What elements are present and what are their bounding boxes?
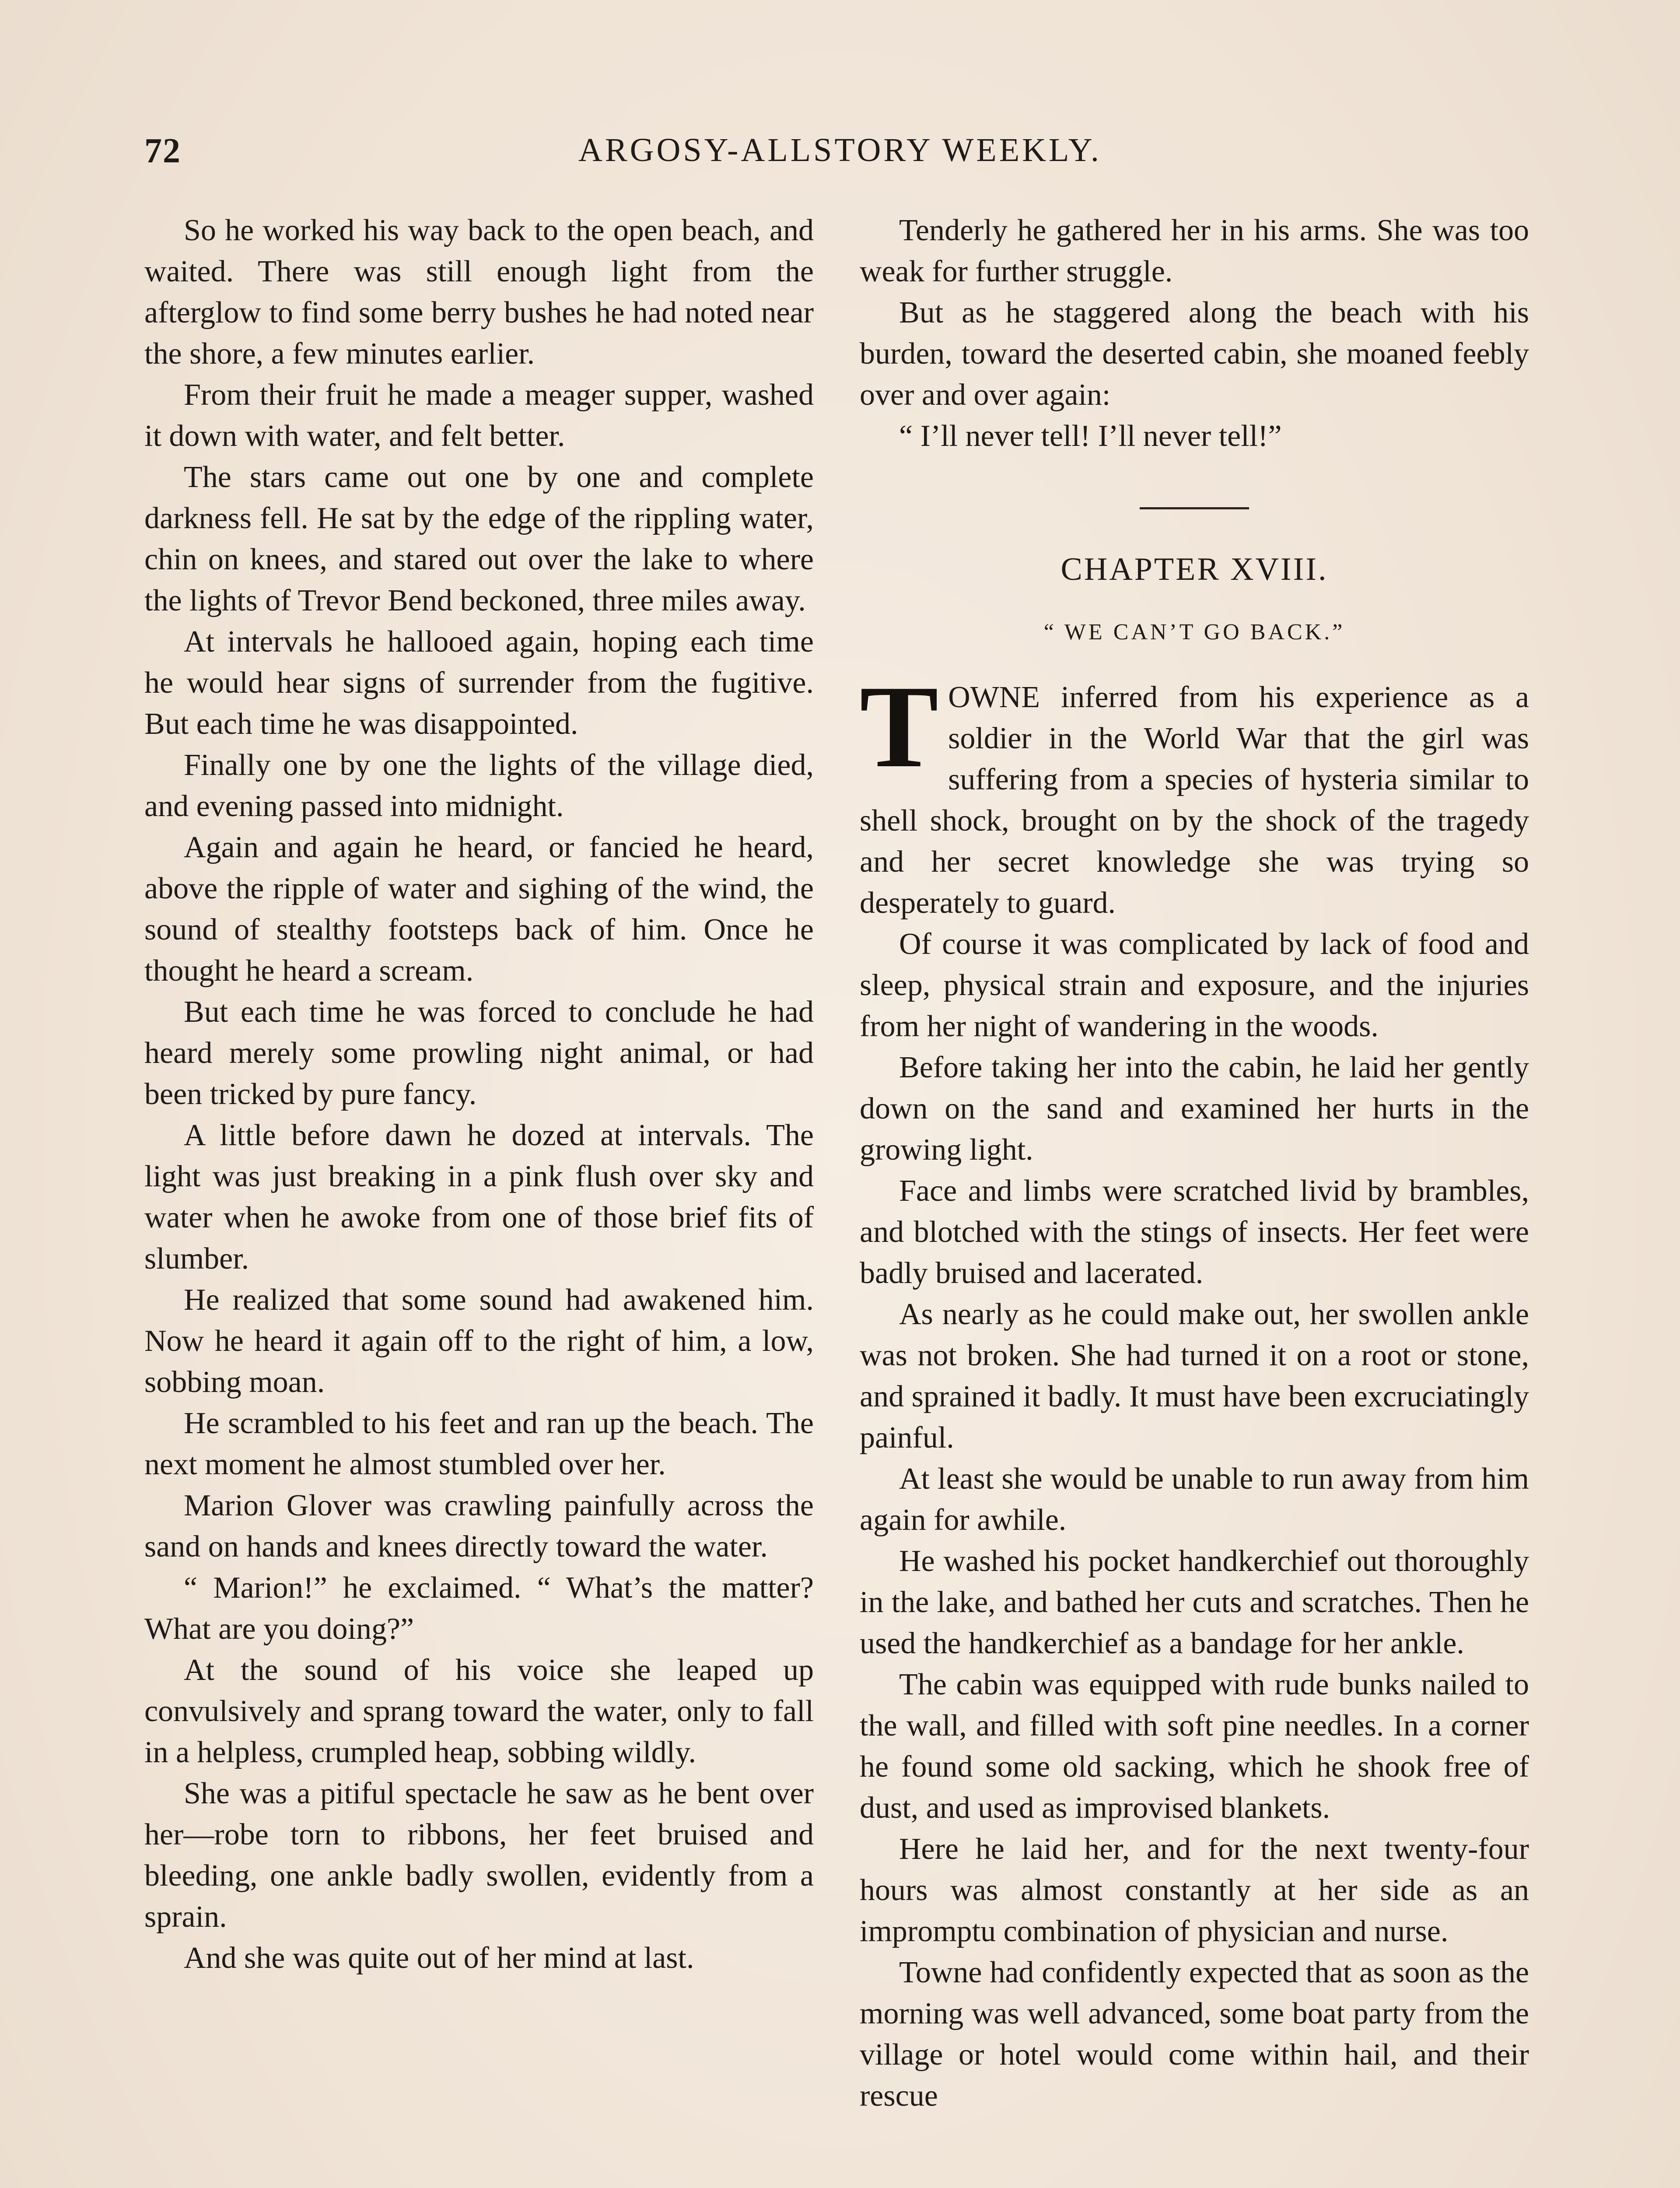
- paragraph: So he worked his way back to the open beach, and waited. There was still enough light from the afterglow to find some berry bushes he had noted near the shore, a few minutes earlier.: [144, 214, 814, 371]
- opening-text: OWNE inferred from his experience as a soldier in the World War that the girl was suffering from a species of hysteria similar to shell shock, brought on by the shock of the tragedy and her secret knowledge she was trying so desperately to guard.: [860, 680, 1529, 920]
- paragraph: The cabin was equipped with rude bunks nailed to the wall, and filled with soft pine needles. In a corner he found some old sacking, which he shook free of dust, and used as improvised blankets.: [860, 1668, 1529, 1825]
- paragraph: Tenderly he gathered her in his arms. She was too weak for further struggle.: [860, 214, 1529, 288]
- paragraph: A little before dawn he dozed at intervals. The light was just breaking in a pink flush over sky and water when he awoke from one of those brief fits of slumber.: [144, 1119, 814, 1276]
- paragraph: Finally one by one the lights of the village died, and evening passed into midnight.: [144, 748, 814, 823]
- paragraph: At intervals he hallooed again, hoping each time he would hear signs of surrender from the fugitive. But each time he was disappointed.: [144, 625, 814, 741]
- paragraph: Of course it was complicated by lack of food and sleep, physical strain and exposure, and the injuries from her night of wandering in the woods.: [860, 927, 1529, 1043]
- running-title: ARGOSY-ALLSTORY WEEKLY.: [578, 132, 1102, 168]
- paragraph: But as he staggered along the beach with his burden, toward the deserted cabin, she moaned feebly over and over again:: [860, 296, 1529, 412]
- paragraph: Towne had confidently expected that as soon as the morning was well advanced, some boat party from the village or hotel would come within hail, and their rescue: [860, 1956, 1529, 2113]
- chapter-opening-paragraph: [860, 661, 1529, 924]
- left-column: [144, 210, 814, 1979]
- paragraph: He washed his pocket handkerchief out thoroughly in the lake, and bathed her cuts and scratches. Then he used the handkerchief as a bandage for her ankle.: [860, 1544, 1529, 1660]
- page-header: [144, 131, 1536, 179]
- paragraph: “ I’ll never tell! I’ll never tell!”: [899, 419, 1282, 453]
- drop-cap: T: [860, 661, 939, 792]
- paragraph: Before taking her into the cabin, he laid her gently down on the sand and examined her hurts in the growing light.: [860, 1051, 1529, 1167]
- paragraph: At least she would be unable to run away from him again for awhile.: [860, 1462, 1529, 1537]
- right-column: [860, 210, 1529, 2117]
- paragraph: He scrambled to his feet and ran up the beach. The next moment he almost stumbled over her.: [144, 1406, 814, 1481]
- paragraph: The stars came out one by one and complete darkness fell. He sat by the edge of the rippling water, chin on knees, and stared out over the lake to where the lights of Trevor Bend beckoned, three miles away.: [144, 460, 814, 617]
- paragraph: Face and limbs were scratched livid by brambles, and blotched with the stings of insects. Her feet were badly bruised and lacerated.: [860, 1174, 1529, 1290]
- chapter-subtitle: “ WE CAN’T GO BACK.”: [1043, 620, 1345, 645]
- paragraph: Again and again he heard, or fancied he heard, above the ripple of water and sighing of the wind, the sound of stealthy footsteps back of him. Once he thought he heard a scream.: [144, 831, 814, 988]
- paragraph: She was a pitiful spectacle he saw as he bent over her—robe torn to ribbons, her feet bruised and bleeding, one ankle badly swollen, evidently from a sprain.: [144, 1777, 814, 1934]
- chapter-heading: CHAPTER XVIII.: [1060, 551, 1328, 587]
- paragraph: At the sound of his voice she leaped up convulsively and sprang toward the water, only to fall in a helpless, crumpled heap, sobbing wildly.: [144, 1653, 814, 1769]
- paragraph: Here he laid her, and for the next twenty-four hours was almost constantly at her side as an impromptu combination of physician and nurse.: [860, 1832, 1529, 1948]
- paragraph: And she was quite out of her mind at last.: [184, 1941, 694, 1975]
- paragraph: From their fruit he made a meager supper, washed it down with water, and felt better.: [144, 378, 814, 453]
- paragraph: Marion Glover was crawling painfully across the sand on hands and knees directly toward the water.: [144, 1489, 814, 1564]
- paragraph: As nearly as he could make out, her swollen ankle was not broken. She had turned it on a root or stone, and sprained it badly. It must have been excruciatingly painful.: [860, 1297, 1529, 1455]
- paragraph: “ Marion!” he exclaimed. “ What’s the matter? What are you doing?”: [144, 1571, 814, 1646]
- section-divider: [1140, 507, 1249, 509]
- paragraph: He realized that some sound had awakened him. Now he heard it again off to the right of him, a low, sobbing moan.: [144, 1283, 814, 1399]
- page-number: 72: [144, 132, 181, 170]
- paragraph: But each time he was forced to conclude he had heard merely some prowling night animal, or had been tricked by pure fancy.: [144, 995, 814, 1111]
